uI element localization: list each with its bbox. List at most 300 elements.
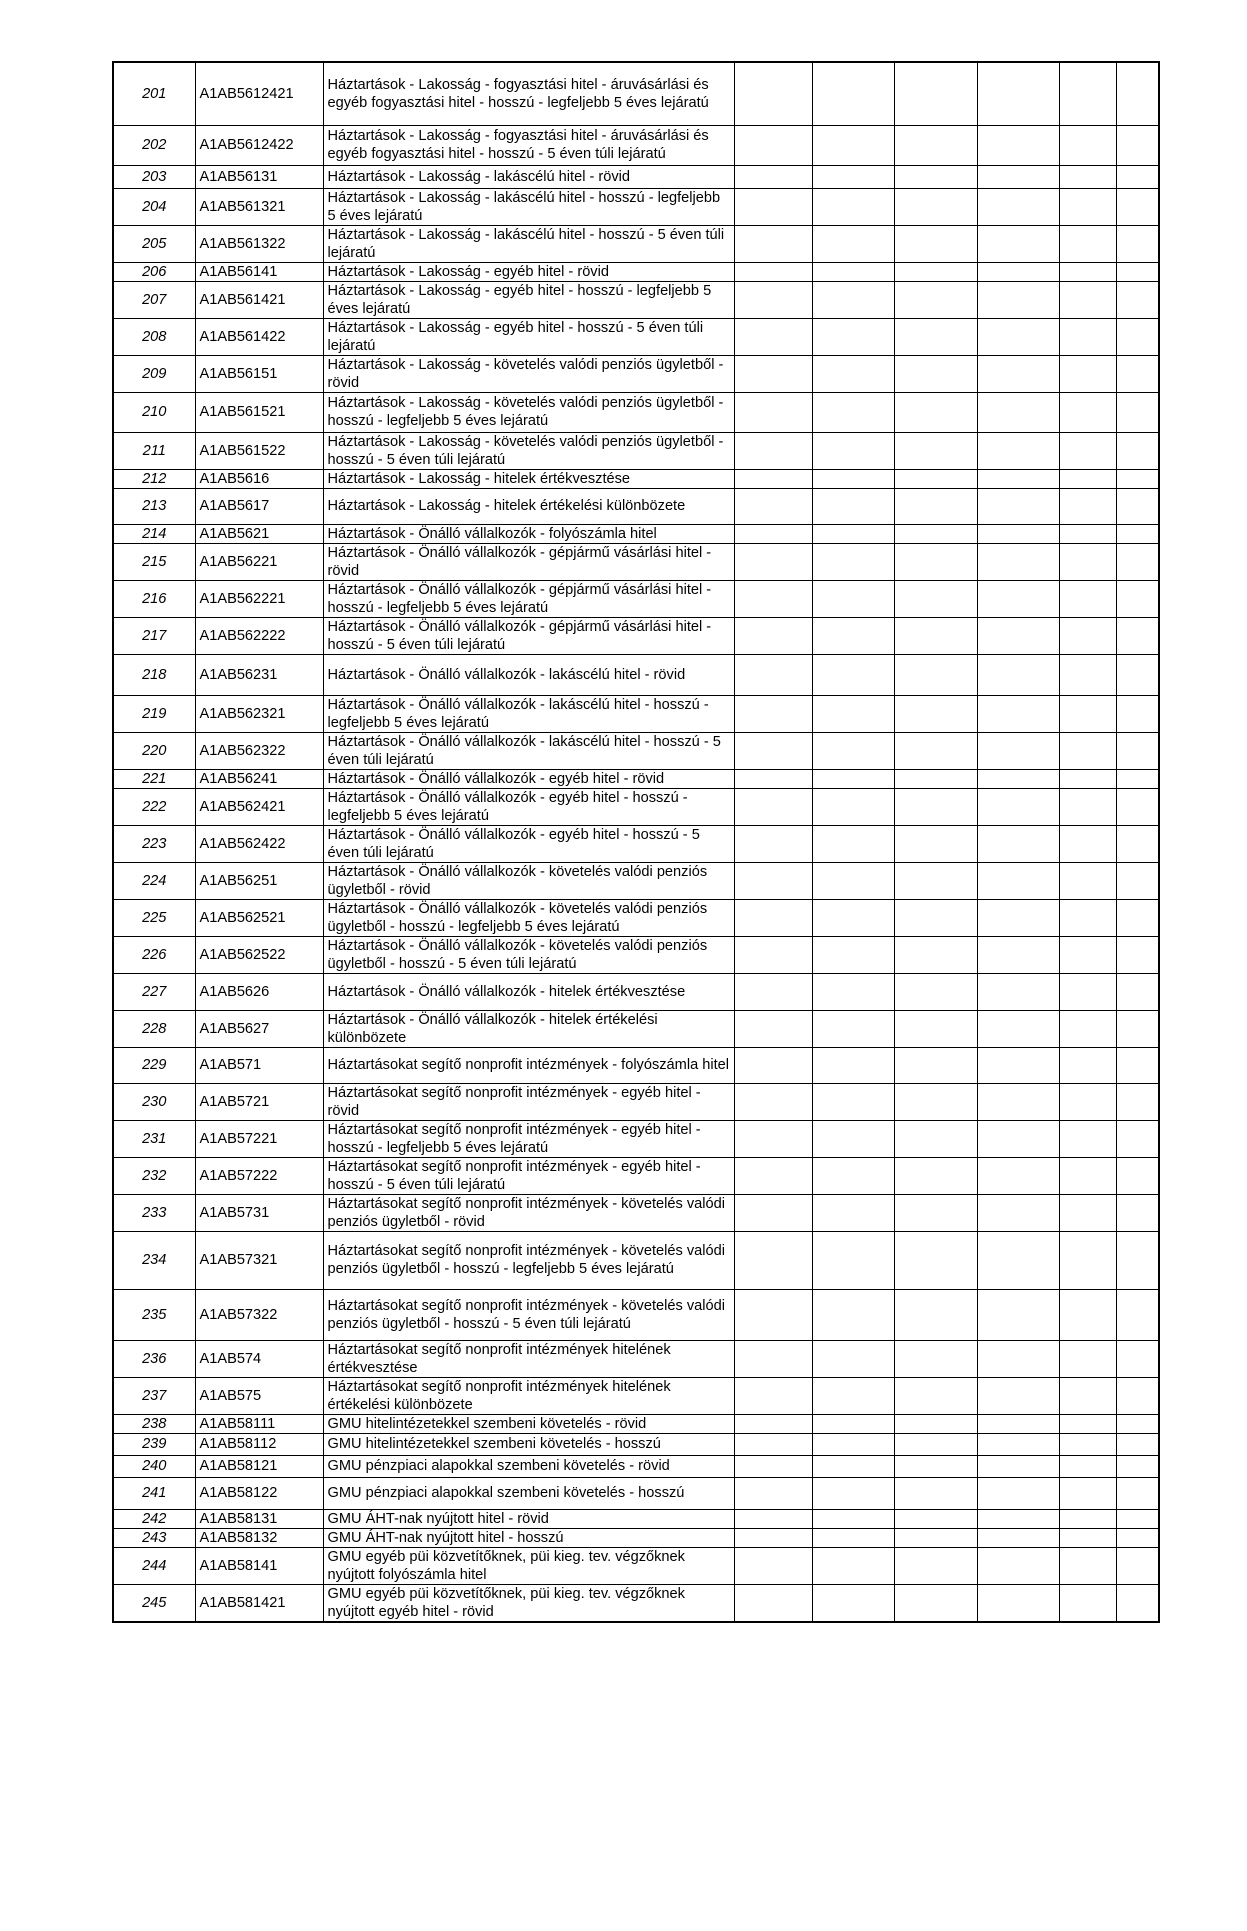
empty-value-cell — [734, 165, 812, 188]
empty-value-cell — [977, 936, 1059, 973]
row-description-cell: Háztartások - Önálló vállalkozók - hitelek értékvesztése — [323, 973, 734, 1010]
row-number-cell: 244 — [113, 1547, 195, 1584]
row-number-cell: 207 — [113, 281, 195, 318]
row-description-cell: Háztartásokat segítő nonprofit intézmények hitelének értékelési különbözete — [323, 1377, 734, 1414]
empty-value-cell — [1059, 899, 1116, 936]
empty-value-cell — [1059, 1528, 1116, 1547]
empty-value-cell — [894, 1010, 977, 1047]
empty-value-cell — [734, 543, 812, 580]
row-number-cell: 202 — [113, 125, 195, 165]
row-number-cell: 220 — [113, 732, 195, 769]
empty-value-cell — [812, 488, 894, 524]
empty-value-cell — [734, 1455, 812, 1477]
empty-value-cell — [1059, 580, 1116, 617]
row-number-cell: 205 — [113, 225, 195, 262]
empty-value-cell — [1059, 1433, 1116, 1455]
row-number-cell: 203 — [113, 165, 195, 188]
row-code-cell: A1AB58132 — [195, 1528, 323, 1547]
row-number-cell: 243 — [113, 1528, 195, 1547]
empty-value-cell — [977, 165, 1059, 188]
row-number-cell: 239 — [113, 1433, 195, 1455]
empty-value-cell — [812, 973, 894, 1010]
empty-value-cell — [894, 488, 977, 524]
row-code-cell: A1AB562221 — [195, 580, 323, 617]
empty-value-cell — [1059, 1157, 1116, 1194]
row-number-cell: 235 — [113, 1289, 195, 1340]
empty-value-cell — [734, 281, 812, 318]
empty-value-cell — [812, 524, 894, 543]
row-code-cell: A1AB56151 — [195, 355, 323, 392]
table-row — [113, 769, 1159, 788]
table-row — [113, 1157, 1159, 1194]
empty-value-cell — [894, 788, 977, 825]
empty-value-cell — [1059, 318, 1116, 355]
empty-value-cell — [977, 1231, 1059, 1289]
empty-value-cell — [1116, 355, 1159, 392]
empty-value-cell — [734, 788, 812, 825]
table-row — [113, 488, 1159, 524]
row-number-cell: 229 — [113, 1047, 195, 1083]
empty-value-cell — [1116, 488, 1159, 524]
table-row — [113, 1547, 1159, 1584]
empty-value-cell — [1116, 543, 1159, 580]
empty-value-cell — [1116, 1083, 1159, 1120]
row-number-cell: 234 — [113, 1231, 195, 1289]
row-description-cell: Háztartások - Lakosság - egyéb hitel - rövid — [323, 262, 734, 281]
empty-value-cell — [894, 1528, 977, 1547]
empty-value-cell — [734, 1547, 812, 1584]
empty-value-cell — [1116, 1414, 1159, 1433]
table-row — [113, 1414, 1159, 1433]
empty-value-cell — [734, 1414, 812, 1433]
row-description-cell: Háztartások - Lakosság - egyéb hitel - hosszú - 5 éven túli lejáratú — [323, 318, 734, 355]
empty-value-cell — [812, 1455, 894, 1477]
row-number-cell: 215 — [113, 543, 195, 580]
empty-value-cell — [1059, 1289, 1116, 1340]
row-number-cell: 213 — [113, 488, 195, 524]
row-description-cell: Háztartások - Önálló vállalkozók - követelés valódi penziós ügyletből - hosszú - 5 éven túli lejáratú — [323, 936, 734, 973]
empty-value-cell — [734, 1477, 812, 1509]
row-number-cell: 211 — [113, 432, 195, 469]
table-row — [113, 1047, 1159, 1083]
row-code-cell: A1AB561321 — [195, 188, 323, 225]
empty-value-cell — [734, 1194, 812, 1231]
empty-value-cell — [1116, 1047, 1159, 1083]
row-code-cell: A1AB581421 — [195, 1584, 323, 1622]
empty-value-cell — [894, 1231, 977, 1289]
empty-value-cell — [812, 769, 894, 788]
table-row — [113, 973, 1159, 1010]
empty-value-cell — [812, 392, 894, 432]
empty-value-cell — [894, 524, 977, 543]
empty-value-cell — [812, 1083, 894, 1120]
empty-value-cell — [1116, 1377, 1159, 1414]
row-description-cell: Háztartások - Lakosság - fogyasztási hitel - áruvásárlási és egyéb fogyasztási hitel - hosszú - legfeljebb 5 éves lejáratú — [323, 62, 734, 125]
empty-value-cell — [894, 1340, 977, 1377]
empty-value-cell — [894, 1509, 977, 1528]
empty-value-cell — [1116, 1010, 1159, 1047]
empty-value-cell — [1116, 936, 1159, 973]
empty-value-cell — [1116, 1455, 1159, 1477]
empty-value-cell — [1059, 788, 1116, 825]
empty-value-cell — [812, 1120, 894, 1157]
table-row — [113, 355, 1159, 392]
table-row — [113, 1083, 1159, 1120]
empty-value-cell — [734, 1528, 812, 1547]
empty-value-cell — [734, 1120, 812, 1157]
row-number-cell: 208 — [113, 318, 195, 355]
empty-value-cell — [1059, 1340, 1116, 1377]
row-code-cell: A1AB5621 — [195, 524, 323, 543]
table-row — [113, 1377, 1159, 1414]
empty-value-cell — [812, 1414, 894, 1433]
table-row — [113, 788, 1159, 825]
row-number-cell: 222 — [113, 788, 195, 825]
empty-value-cell — [894, 355, 977, 392]
row-number-cell: 221 — [113, 769, 195, 788]
empty-value-cell — [1116, 1584, 1159, 1622]
empty-value-cell — [734, 1584, 812, 1622]
table-row — [113, 62, 1159, 125]
empty-value-cell — [812, 1547, 894, 1584]
empty-value-cell — [977, 654, 1059, 695]
empty-value-cell — [1116, 432, 1159, 469]
row-description-cell: GMU ÁHT-nak nyújtott hitel - rövid — [323, 1509, 734, 1528]
empty-value-cell — [894, 973, 977, 1010]
row-code-cell: A1AB58131 — [195, 1509, 323, 1528]
empty-value-cell — [734, 432, 812, 469]
row-description-cell: Háztartásokat segítő nonprofit intézmények - folyószámla hitel — [323, 1047, 734, 1083]
row-code-cell: A1AB57222 — [195, 1157, 323, 1194]
row-code-cell: A1AB5612421 — [195, 62, 323, 125]
row-number-cell: 240 — [113, 1455, 195, 1477]
row-code-cell: A1AB5626 — [195, 973, 323, 1010]
empty-value-cell — [734, 318, 812, 355]
row-description-cell: GMU hitelintézetekkel szembeni követelés - hosszú — [323, 1433, 734, 1455]
empty-value-cell — [977, 355, 1059, 392]
empty-value-cell — [977, 1547, 1059, 1584]
empty-value-cell — [977, 1455, 1059, 1477]
empty-value-cell — [1059, 654, 1116, 695]
row-code-cell: A1AB56241 — [195, 769, 323, 788]
empty-value-cell — [1116, 654, 1159, 695]
row-description-cell: Háztartások - Önálló vállalkozók - folyószámla hitel — [323, 524, 734, 543]
table-row — [113, 1433, 1159, 1455]
empty-value-cell — [1059, 825, 1116, 862]
row-code-cell: A1AB58141 — [195, 1547, 323, 1584]
empty-value-cell — [1116, 1340, 1159, 1377]
empty-value-cell — [812, 1377, 894, 1414]
empty-value-cell — [1116, 262, 1159, 281]
row-description-cell: Háztartások - Lakosság - lakáscélú hitel - hosszú - 5 éven túli lejáratú — [323, 225, 734, 262]
row-description-cell: Háztartásokat segítő nonprofit intézmények - egyéb hitel - rövid — [323, 1083, 734, 1120]
empty-value-cell — [812, 318, 894, 355]
table-row — [113, 432, 1159, 469]
empty-value-cell — [894, 1120, 977, 1157]
row-description-cell: Háztartások - Lakosság - követelés valódi penziós ügyletből - rövid — [323, 355, 734, 392]
empty-value-cell — [977, 825, 1059, 862]
empty-value-cell — [812, 1157, 894, 1194]
empty-value-cell — [812, 125, 894, 165]
empty-value-cell — [977, 1194, 1059, 1231]
empty-value-cell — [1059, 1231, 1116, 1289]
row-code-cell: A1AB5616 — [195, 469, 323, 488]
empty-value-cell — [894, 281, 977, 318]
empty-value-cell — [1059, 262, 1116, 281]
table-row — [113, 899, 1159, 936]
row-description-cell: GMU hitelintézetekkel szembeni követelés - rövid — [323, 1414, 734, 1433]
empty-value-cell — [1116, 392, 1159, 432]
empty-value-cell — [812, 580, 894, 617]
empty-value-cell — [1116, 862, 1159, 899]
empty-value-cell — [812, 543, 894, 580]
row-code-cell: A1AB58111 — [195, 1414, 323, 1433]
empty-value-cell — [977, 1340, 1059, 1377]
row-number-cell: 242 — [113, 1509, 195, 1528]
row-code-cell: A1AB562421 — [195, 788, 323, 825]
row-code-cell: A1AB561322 — [195, 225, 323, 262]
empty-value-cell — [1059, 488, 1116, 524]
empty-value-cell — [977, 973, 1059, 1010]
row-number-cell: 210 — [113, 392, 195, 432]
empty-value-cell — [1116, 1120, 1159, 1157]
empty-value-cell — [1116, 1289, 1159, 1340]
empty-value-cell — [894, 1083, 977, 1120]
row-description-cell: Háztartások - Önálló vállalkozók - lakáscélú hitel - hosszú - 5 éven túli lejáratú — [323, 732, 734, 769]
empty-value-cell — [1059, 1010, 1116, 1047]
table-row — [113, 262, 1159, 281]
empty-value-cell — [977, 125, 1059, 165]
row-number-cell: 209 — [113, 355, 195, 392]
empty-value-cell — [812, 1477, 894, 1509]
table-row — [113, 1194, 1159, 1231]
empty-value-cell — [894, 1289, 977, 1340]
row-description-cell: Háztartások - Lakosság - lakáscélú hitel - rövid — [323, 165, 734, 188]
row-description-cell: Háztartások - Önálló vállalkozók - egyéb hitel - hosszú - 5 éven túli lejáratú — [323, 825, 734, 862]
empty-value-cell — [1116, 788, 1159, 825]
empty-value-cell — [734, 262, 812, 281]
empty-value-cell — [734, 469, 812, 488]
empty-value-cell — [977, 318, 1059, 355]
row-number-cell: 226 — [113, 936, 195, 973]
empty-value-cell — [1059, 1455, 1116, 1477]
table-row — [113, 862, 1159, 899]
table-row — [113, 1289, 1159, 1340]
empty-value-cell — [977, 1377, 1059, 1414]
row-number-cell: 217 — [113, 617, 195, 654]
empty-value-cell — [977, 1477, 1059, 1509]
row-description-cell: Háztartások - Önálló vállalkozók - követelés valódi penziós ügyletből - hosszú - legfeljebb 5 éves lejáratú — [323, 899, 734, 936]
table-row — [113, 1231, 1159, 1289]
row-description-cell: Háztartásokat segítő nonprofit intézmények - egyéb hitel - hosszú - legfeljebb 5 éves lejáratú — [323, 1120, 734, 1157]
row-description-cell: GMU egyéb püi közvetítőknek, püi kieg. tev. végzőknek nyújtott folyószámla hitel — [323, 1547, 734, 1584]
empty-value-cell — [812, 862, 894, 899]
empty-value-cell — [1116, 1231, 1159, 1289]
empty-value-cell — [1116, 318, 1159, 355]
row-number-cell: 245 — [113, 1584, 195, 1622]
empty-value-cell — [734, 899, 812, 936]
empty-value-cell — [812, 188, 894, 225]
empty-value-cell — [1059, 1194, 1116, 1231]
empty-value-cell — [734, 936, 812, 973]
empty-value-cell — [734, 617, 812, 654]
empty-value-cell — [977, 225, 1059, 262]
row-description-cell: Háztartásokat segítő nonprofit intézmények - követelés valódi penziós ügyletből - hosszú - 5 éven túli lejáratú — [323, 1289, 734, 1340]
table-row — [113, 125, 1159, 165]
empty-value-cell — [1116, 225, 1159, 262]
empty-value-cell — [1059, 225, 1116, 262]
table-row — [113, 392, 1159, 432]
empty-value-cell — [1059, 732, 1116, 769]
row-number-cell: 237 — [113, 1377, 195, 1414]
empty-value-cell — [812, 617, 894, 654]
row-code-cell: A1AB561421 — [195, 281, 323, 318]
row-code-cell: A1AB571 — [195, 1047, 323, 1083]
empty-value-cell — [812, 1231, 894, 1289]
empty-value-cell — [812, 788, 894, 825]
empty-value-cell — [734, 862, 812, 899]
empty-value-cell — [894, 769, 977, 788]
empty-value-cell — [734, 695, 812, 732]
row-description-cell: Háztartások - Önálló vállalkozók - gépjármű vásárlási hitel - hosszú - 5 éven túli lejáratú — [323, 617, 734, 654]
empty-value-cell — [977, 695, 1059, 732]
empty-value-cell — [1116, 524, 1159, 543]
empty-value-cell — [812, 165, 894, 188]
empty-value-cell — [734, 1433, 812, 1455]
row-number-cell: 218 — [113, 654, 195, 695]
empty-value-cell — [734, 1083, 812, 1120]
row-description-cell: Háztartások - Önálló vállalkozók - gépjármű vásárlási hitel - hosszú - legfeljebb 5 éves lejáratú — [323, 580, 734, 617]
row-description-cell: Háztartások - Önálló vállalkozók - lakáscélú hitel - hosszú - legfeljebb 5 éves lejáratú — [323, 695, 734, 732]
row-description-cell: Háztartások - Önálló vállalkozók - követelés valódi penziós ügyletből - rövid — [323, 862, 734, 899]
empty-value-cell — [812, 1194, 894, 1231]
empty-value-cell — [812, 732, 894, 769]
empty-value-cell — [812, 1584, 894, 1622]
empty-value-cell — [1116, 1547, 1159, 1584]
empty-value-cell — [894, 654, 977, 695]
empty-value-cell — [1116, 125, 1159, 165]
row-code-cell: A1AB5721 — [195, 1083, 323, 1120]
row-number-cell: 238 — [113, 1414, 195, 1433]
row-number-cell: 206 — [113, 262, 195, 281]
empty-value-cell — [812, 936, 894, 973]
row-code-cell: A1AB58112 — [195, 1433, 323, 1455]
empty-value-cell — [894, 469, 977, 488]
row-description-cell: Háztartások - Lakosság - hitelek értékelési különbözete — [323, 488, 734, 524]
empty-value-cell — [977, 617, 1059, 654]
empty-value-cell — [1116, 1509, 1159, 1528]
row-code-cell: A1AB56131 — [195, 165, 323, 188]
row-code-cell: A1AB5617 — [195, 488, 323, 524]
empty-value-cell — [977, 1157, 1059, 1194]
row-description-cell: Háztartásokat segítő nonprofit intézmények - egyéb hitel - hosszú - 5 éven túli lejáratú — [323, 1157, 734, 1194]
row-description-cell: Háztartások - Lakosság - lakáscélú hitel - hosszú - legfeljebb 5 éves lejáratú — [323, 188, 734, 225]
table-row — [113, 543, 1159, 580]
empty-value-cell — [734, 1157, 812, 1194]
empty-value-cell — [977, 1414, 1059, 1433]
table-row — [113, 469, 1159, 488]
empty-value-cell — [812, 469, 894, 488]
empty-value-cell — [734, 973, 812, 1010]
row-code-cell: A1AB562222 — [195, 617, 323, 654]
empty-value-cell — [734, 62, 812, 125]
empty-value-cell — [1059, 281, 1116, 318]
row-code-cell: A1AB57322 — [195, 1289, 323, 1340]
row-code-cell: A1AB562521 — [195, 899, 323, 936]
empty-value-cell — [894, 936, 977, 973]
empty-value-cell — [894, 1157, 977, 1194]
empty-value-cell — [894, 1377, 977, 1414]
empty-value-cell — [1116, 469, 1159, 488]
row-description-cell: GMU pénzpiaci alapokkal szembeni követelés - rövid — [323, 1455, 734, 1477]
empty-value-cell — [977, 788, 1059, 825]
empty-value-cell — [894, 1547, 977, 1584]
row-code-cell: A1AB57321 — [195, 1231, 323, 1289]
empty-value-cell — [1059, 1414, 1116, 1433]
row-number-cell: 204 — [113, 188, 195, 225]
row-code-cell: A1AB562321 — [195, 695, 323, 732]
row-description-cell: Háztartások - Lakosság - követelés valódi penziós ügyletből - hosszú - legfeljebb 5 éves lejáratú — [323, 392, 734, 432]
empty-value-cell — [812, 62, 894, 125]
empty-value-cell — [977, 732, 1059, 769]
empty-value-cell — [1059, 125, 1116, 165]
row-description-cell: GMU ÁHT-nak nyújtott hitel - hosszú — [323, 1528, 734, 1547]
row-description-cell: Háztartásokat segítő nonprofit intézmények - követelés valódi penziós ügyletből - rövid — [323, 1194, 734, 1231]
empty-value-cell — [1059, 617, 1116, 654]
empty-value-cell — [1059, 1047, 1116, 1083]
empty-value-cell — [1059, 188, 1116, 225]
empty-value-cell — [812, 695, 894, 732]
empty-value-cell — [1059, 524, 1116, 543]
code-list-table — [112, 61, 1160, 1623]
empty-value-cell — [1116, 580, 1159, 617]
empty-value-cell — [894, 732, 977, 769]
empty-value-cell — [894, 1047, 977, 1083]
empty-value-cell — [894, 1477, 977, 1509]
empty-value-cell — [734, 1231, 812, 1289]
row-number-cell: 225 — [113, 899, 195, 936]
table-row — [113, 617, 1159, 654]
empty-value-cell — [1059, 392, 1116, 432]
empty-value-cell — [894, 1433, 977, 1455]
empty-value-cell — [1116, 165, 1159, 188]
empty-value-cell — [977, 62, 1059, 125]
row-number-cell: 227 — [113, 973, 195, 1010]
row-code-cell: A1AB562322 — [195, 732, 323, 769]
empty-value-cell — [1059, 769, 1116, 788]
empty-value-cell — [1059, 1509, 1116, 1528]
empty-value-cell — [894, 318, 977, 355]
empty-value-cell — [894, 225, 977, 262]
empty-value-cell — [977, 1509, 1059, 1528]
empty-value-cell — [977, 1010, 1059, 1047]
empty-value-cell — [977, 188, 1059, 225]
empty-value-cell — [977, 862, 1059, 899]
empty-value-cell — [1059, 165, 1116, 188]
empty-value-cell — [734, 524, 812, 543]
empty-value-cell — [1059, 1477, 1116, 1509]
row-code-cell: A1AB575 — [195, 1377, 323, 1414]
empty-value-cell — [734, 1340, 812, 1377]
empty-value-cell — [1116, 617, 1159, 654]
row-description-cell: Háztartások - Önálló vállalkozók - gépjármű vásárlási hitel - rövid — [323, 543, 734, 580]
empty-value-cell — [894, 1414, 977, 1433]
empty-value-cell — [977, 469, 1059, 488]
row-number-cell: 216 — [113, 580, 195, 617]
empty-value-cell — [977, 580, 1059, 617]
empty-value-cell — [1059, 1584, 1116, 1622]
row-code-cell: A1AB58122 — [195, 1477, 323, 1509]
